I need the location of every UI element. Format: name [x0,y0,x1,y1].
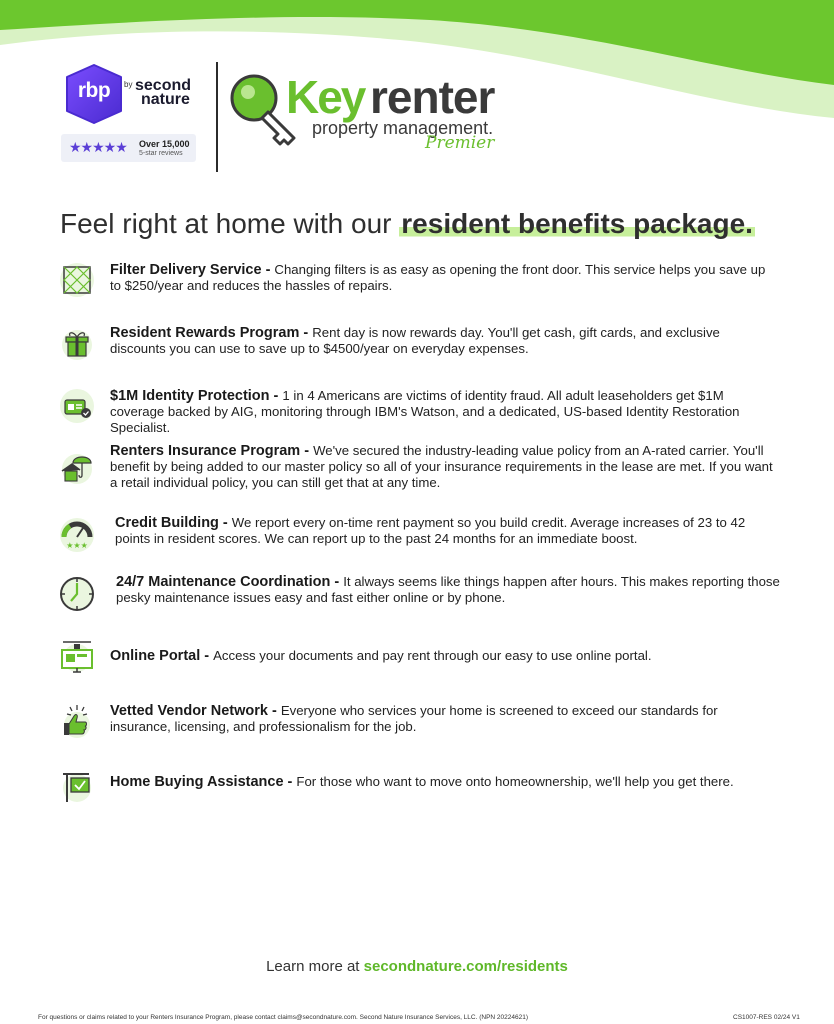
reviews-count: Over 15,000 [139,139,190,149]
page-title [60,208,755,240]
filter-icon [59,262,95,298]
rbp-by-text: by [124,80,133,89]
benefit-title: Online Portal - [110,648,214,664]
svg-text:★★★: ★★★ [66,541,88,550]
learn-more [0,958,834,975]
identity-card-icon [59,388,95,424]
reviews-badge [61,134,196,162]
benefit-desc: Changing filters is as easy as opening the front door. This service helps you save up to $250/year and reduces the hassles of repairs. [110,262,766,293]
benefit-title: Filter Delivery Service - [110,262,275,278]
rbp-second-text: second [135,77,192,94]
clock-icon [59,576,95,612]
benefit-title: 24/7 Maintenance Coordination - [116,574,344,590]
computer-lock-icon [59,638,95,674]
reviews-label: 5-star reviews [139,150,183,157]
document-code: CS1007-RES 02/24 V1 [733,1014,800,1021]
keyrenter-pm-text: property management. [312,118,494,138]
benefit-desc: 1 in 4 Americans are victims of identity fraud. All adult leaseholders get $1M coverage backed by AIG, monitoring through IBM's Watson, and a dedicated, US-based Identity Restoration Specialist. [110,388,740,435]
benefit-desc: We've secured the industry-leading value policy from an A-rated carrier. You'll benefit by being added to our master policy so all of your insurance requirements in the lease are met. If you want a retail individual policy, you can still get that at any time. [110,443,773,490]
credit-gauge-icon [59,517,95,553]
star-rating-icon: ★★★★★ [69,139,127,155]
benefit-title: $1M Identity Protection - [110,388,283,404]
legal-disclaimer: For questions or claims related to your Renters Insurance Program, please contact claims@secondnature.com. Second Nature Insurance Services, LLC. (NPN 20224621) [38,1014,529,1021]
umbrella-house-icon [59,449,95,485]
rbp-nature-text: nature [141,91,190,108]
benefit-desc: Everyone who services your home is screened to exceed our standards for insurance, licensing, and professionalism for the job. [110,703,718,734]
benefit-desc: Access your documents and pay rent through our easy to use online portal. [213,648,652,663]
logo-divider [216,62,218,172]
keyrenter-premier-text: Premier [425,133,495,153]
keyrenter-key-text: Key [286,71,365,123]
residents-link[interactable]: secondnature.com/residents [363,958,568,975]
benefit-title: Home Buying Assistance - [110,774,297,790]
benefit-title: Vetted Vendor Network - [110,703,281,719]
benefit-desc: We report every on-time rent payment so you build credit. Average increases of 23 to 42 points in resident scores. We can report up to the past 24 months for an immediate boost. [115,515,746,546]
title-prefix: Feel right at home with our [60,208,400,239]
benefit-title: Renters Insurance Program - [110,443,314,459]
benefit-title: Resident Rewards Program - [110,325,313,341]
gift-icon [59,325,95,361]
keyrenter-renter-text: renter [370,71,495,123]
rbp-logo-text: rbp [77,79,111,102]
learn-more-prefix: Learn more at [266,958,364,975]
house-sign-icon [59,768,95,804]
benefit-title: Credit Building - [115,515,232,531]
title-highlight: resident benefits package. [401,208,753,239]
benefit-desc: Rent day is now rewards day. You'll get cash, gift cards, and exclusive discounts you can use to save up to $4500/year on everyday expenses. [110,325,720,356]
benefit-desc: For those who want to move onto homeownership, we'll help you get there. [296,774,734,789]
thumbs-up-icon [59,703,95,739]
benefit-desc: It always seems like things happen after hours. This makes reporting those pesky maintenance issues easy and fast either online or by phone. [116,574,780,605]
